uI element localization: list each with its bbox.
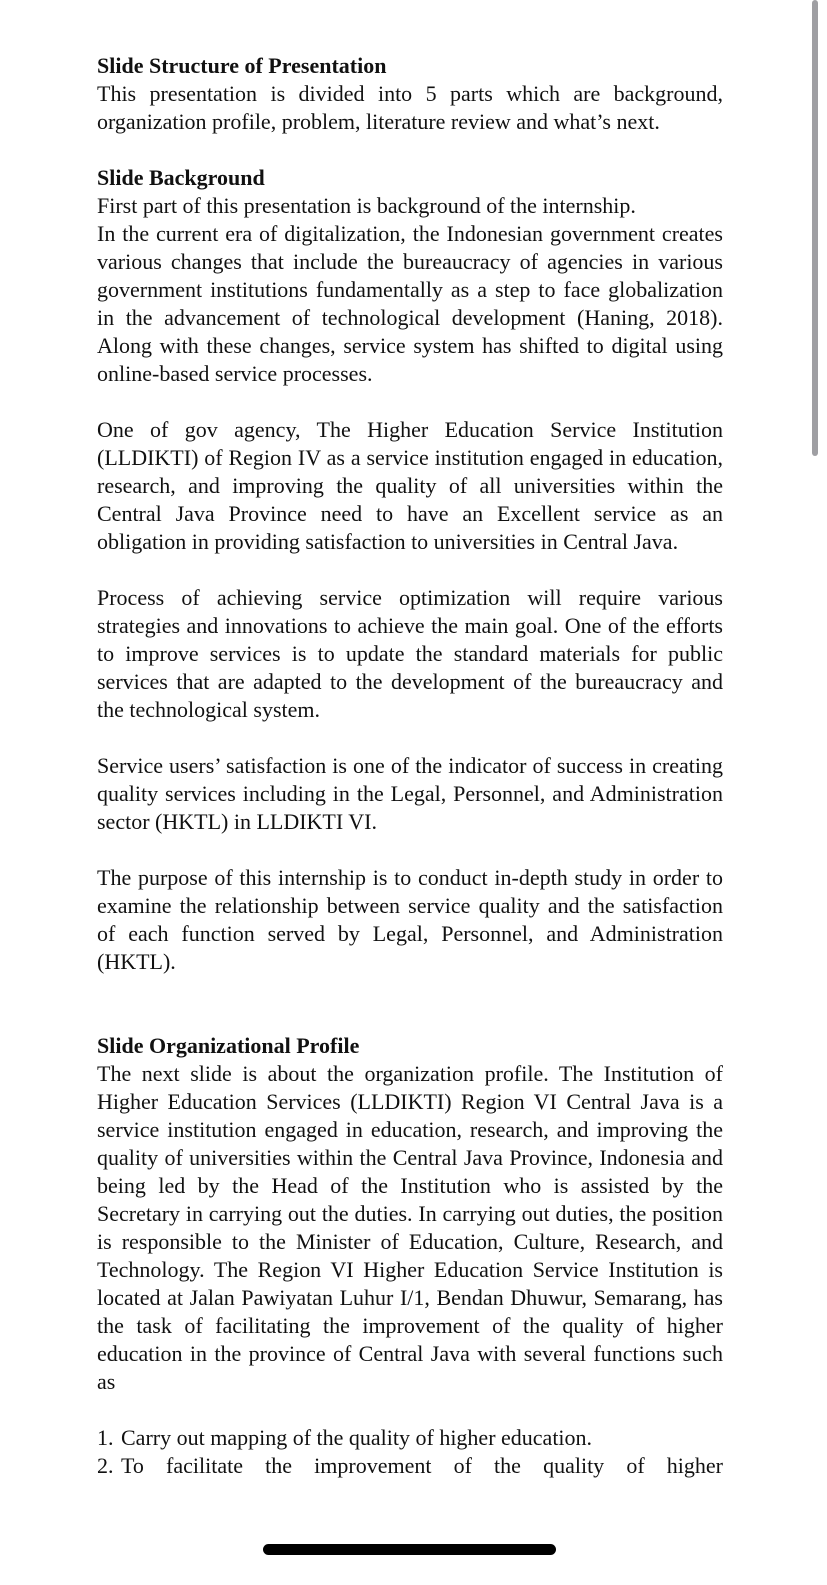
paragraph-block <box>97 864 723 976</box>
list-item-number: 1. <box>97 1425 114 1450</box>
paragraph: The purpose of this internship is to conduct in-depth study in order to examine the relationship between service quality and the satisfaction of each function served by Legal, Personnel, and Administration (HKTL). <box>97 865 723 974</box>
functions-list <box>97 1424 723 1480</box>
paragraph: First part of this presentation is background of the internship. <box>97 193 636 218</box>
section-heading: Slide Organizational Profile <box>97 1033 360 1058</box>
paragraph-block <box>97 584 723 724</box>
paragraph: One of gov agency, The Higher Education Service Institution (LLDIKTI) of Region IV as a service institution engaged in education, research, and improving the quality of all universities within the Central Java Province need to have an Excellent service as an obligation in providing satisfaction to universities in Central Java. <box>97 417 723 554</box>
section-heading: Slide Structure of Presentation <box>97 53 387 78</box>
section-organizational-profile <box>97 1032 723 1396</box>
paragraph: The next slide is about the organization profile. The Institution of Higher Education Services (LLDIKTI) Region VI Central Java is a service institution engaged in education, research, and improving the quality of universities within the Central Java Province, Indonesia and being led by the Head of the Institution who is assisted by the Secretary in carrying out the duties. In carrying out duties, the position is responsible to the Minister of Education, Culture, Research, and Technology. The Region VI Higher Education Service Institution is located at Jalan Pawiyatan Luhur I/1, Bendan Dhuwur, Semarang, has the task of facilitating the improvement of the quality of higher education in the province of Central Java with several functions such as <box>97 1061 723 1394</box>
list-item <box>97 1452 723 1480</box>
list-item-text: Carry out mapping of the quality of higher education. <box>121 1425 593 1450</box>
list-item-text: To facilitate the improvement of the quality of higher <box>121 1453 723 1478</box>
section-structure <box>97 52 723 136</box>
paragraph: Service users’ satisfaction is one of the indicator of success in creating quality services including in the Legal, Personnel, and Administration sector (HKTL) in LLDIKTI VI. <box>97 753 723 834</box>
document-body <box>97 52 723 1480</box>
paragraph: Process of achieving service optimization will require various strategies and innovations to achieve the main goal. One of the efforts to improve services is to update the standard materials for public services that are adapted to the development of the bureaucracy and the technological system. <box>97 585 723 722</box>
list-item <box>97 1424 723 1452</box>
vertical-scrollbar[interactable] <box>812 0 818 456</box>
paragraph-block <box>97 752 723 836</box>
paragraph-block <box>97 416 723 556</box>
home-indicator[interactable] <box>263 1544 556 1555</box>
paragraph: In the current era of digitalization, the Indonesian government creates various changes that include the bureaucracy of agencies in various government institutions fundamentally as a step to face globalization in the advancement of technological development (Haning, 2018). Along with these changes, service system has shifted to digital using online-based service processes. <box>97 221 723 386</box>
list-item-number: 2. <box>97 1453 114 1478</box>
section-heading: Slide Background <box>97 165 265 190</box>
paragraph: This presentation is divided into 5 parts which are background, organization profile, problem, literature review and what’s next. <box>97 81 723 134</box>
section-background <box>97 164 723 388</box>
